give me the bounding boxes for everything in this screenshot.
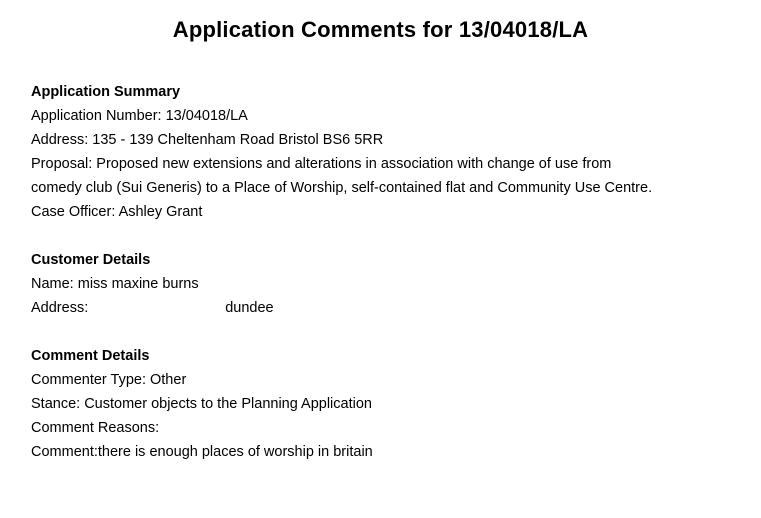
application-summary-heading: Application Summary: [31, 84, 181, 100]
comment-reasons: Comment Reasons:: [31, 420, 160, 436]
stance: Stance: Customer objects to the Planning Application: [31, 396, 372, 412]
customer-address-label: Address:: [31, 300, 89, 316]
customer-details-section: [31, 248, 746, 320]
comment-details-section: [31, 344, 746, 464]
proposal-line-2: comedy club (Sui Generis) to a Place of Worship, self-contained flat and Community Use Centre.: [31, 180, 653, 196]
application-summary-section: [31, 80, 746, 224]
customer-address: [31, 296, 746, 320]
page-title: Application Comments for 13/04018/LA: [172, 17, 589, 42]
comment-text: Comment:there is enough places of worship in britain: [31, 444, 373, 460]
customer-details-heading: Customer Details: [31, 252, 151, 268]
application-number: Application Number: 13/04018/LA: [31, 108, 248, 124]
case-officer: Case Officer: Ashley Grant: [31, 204, 203, 220]
comment-details-heading: Comment Details: [31, 348, 150, 364]
commenter-type: Commenter Type: Other: [31, 372, 187, 388]
application-address: Address: 135 - 139 Cheltenham Road Bristol BS6 5RR: [31, 132, 384, 148]
customer-address-value: dundee: [225, 300, 274, 316]
document-body: [31, 80, 746, 464]
proposal-line-1: Proposal: Proposed new extensions and alterations in association with change of use from: [31, 156, 612, 172]
customer-name: Name: miss maxine burns: [31, 276, 199, 292]
